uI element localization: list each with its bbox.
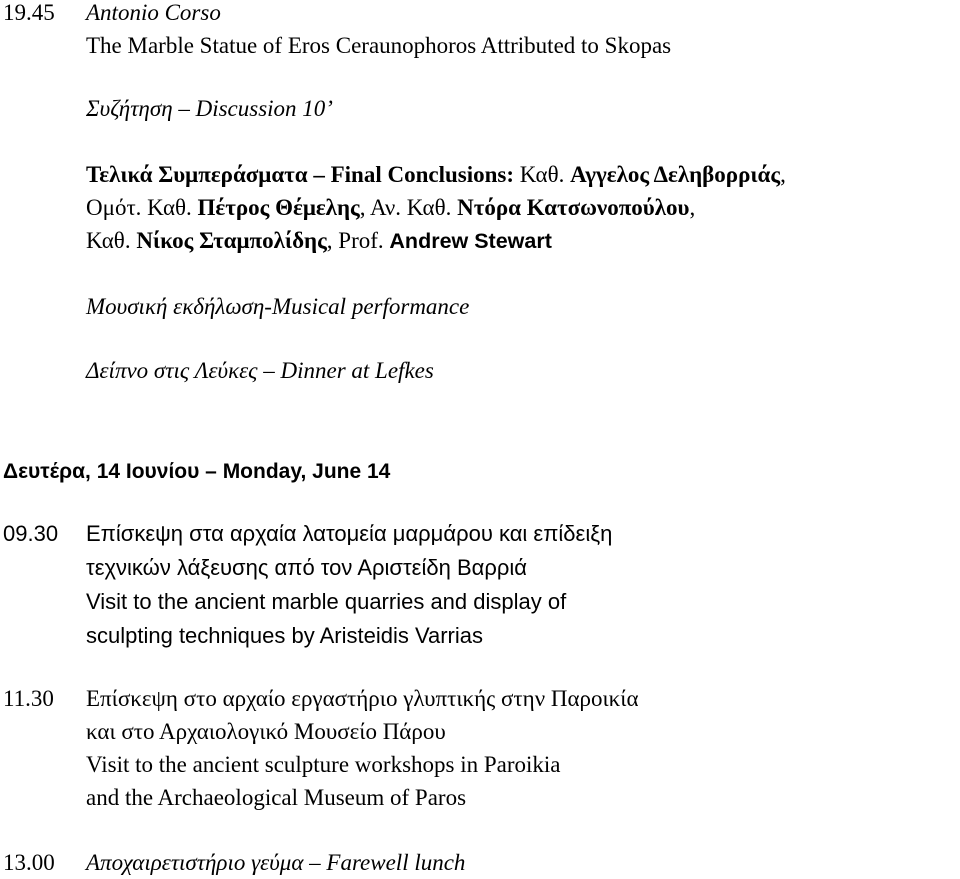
conclusions-line-1	[86, 158, 786, 191]
conclusions-prefix-3: , Αν. Καθ.	[359, 195, 458, 220]
conclusions-label: Τελικά Συμπεράσματα – Final Conclusions:	[86, 162, 515, 187]
dinner-line: Δείπνο στις Λεύκες – Dinner at Lefkes	[86, 358, 434, 383]
item-0930-line-2: τεχνικών λάξευσης από τον Αριστείδη Βαρριά	[86, 555, 527, 580]
conclusions-line-2	[86, 191, 695, 224]
conclusions-name-3: Ντόρα Κατσωνοπούλου	[457, 195, 690, 220]
item-1300-text: Αποχαιρετιστήριο γεύμα – Farewell lunch	[86, 850, 466, 875]
conclusions-prefix-1: Καθ.	[514, 162, 571, 187]
session-time: 19.45	[3, 0, 55, 25]
item-1130-time: 11.30	[3, 686, 54, 711]
item-0930-line-4: sculpting techniques by Aristeidis Varrias	[86, 623, 484, 648]
item-0930-line-1: Επίσκεψη στα αρχαία λατομεία μαρμάρου και επίδειξη	[86, 521, 613, 546]
item-1130-line-3: Visit to the ancient sculpture workshops in Paroikia	[86, 752, 561, 777]
item-1130-line-2: και στο Αρχαιολογικό Μουσείο Πάρου	[86, 719, 446, 744]
item-1130-line-4: and the Archaeological Museum of Paros	[86, 785, 467, 810]
conclusions-line-3	[86, 224, 552, 258]
conclusions-sep-1: ,	[780, 162, 786, 187]
item-1130-line-1: Επίσκεψη στο αρχαίο εργαστήριο γλυπτικής στην Παροικία	[86, 686, 639, 711]
conclusions-sep-2: ,	[689, 195, 696, 220]
conclusions-prefix-2: Ομότ. Καθ.	[86, 195, 198, 220]
day-heading: Δευτέρα, 14 Ιουνίου – Monday, June 14	[3, 460, 391, 483]
conclusions-name-1: Αγγελος Δεληβορριάς	[570, 162, 781, 187]
item-0930-time: 09.30	[3, 521, 59, 546]
item-0930-line-3: Visit to the ancient marble quarries and display of	[86, 589, 567, 614]
musical-performance: Μουσική εκδήλωση-Musical performance	[86, 294, 470, 319]
discussion-line: Συζήτηση – Discussion 10’	[86, 96, 333, 121]
conclusions-prefix-5: , Prof.	[326, 228, 390, 253]
conclusions-name-2: Πέτρος Θέμελης	[197, 195, 360, 220]
item-1300-time: 13.00	[3, 850, 55, 875]
speaker-name: Antonio Corso	[86, 0, 221, 25]
conclusions-prefix-4: Καθ.	[86, 228, 137, 253]
conclusions-name-4: Νίκος Σταμπολίδης	[136, 228, 327, 253]
talk-title: The Marble Statue of Eros Ceraunophoros Attributed to Skopas	[86, 33, 672, 58]
conclusions-name-5: Andrew Stewart	[389, 229, 552, 253]
